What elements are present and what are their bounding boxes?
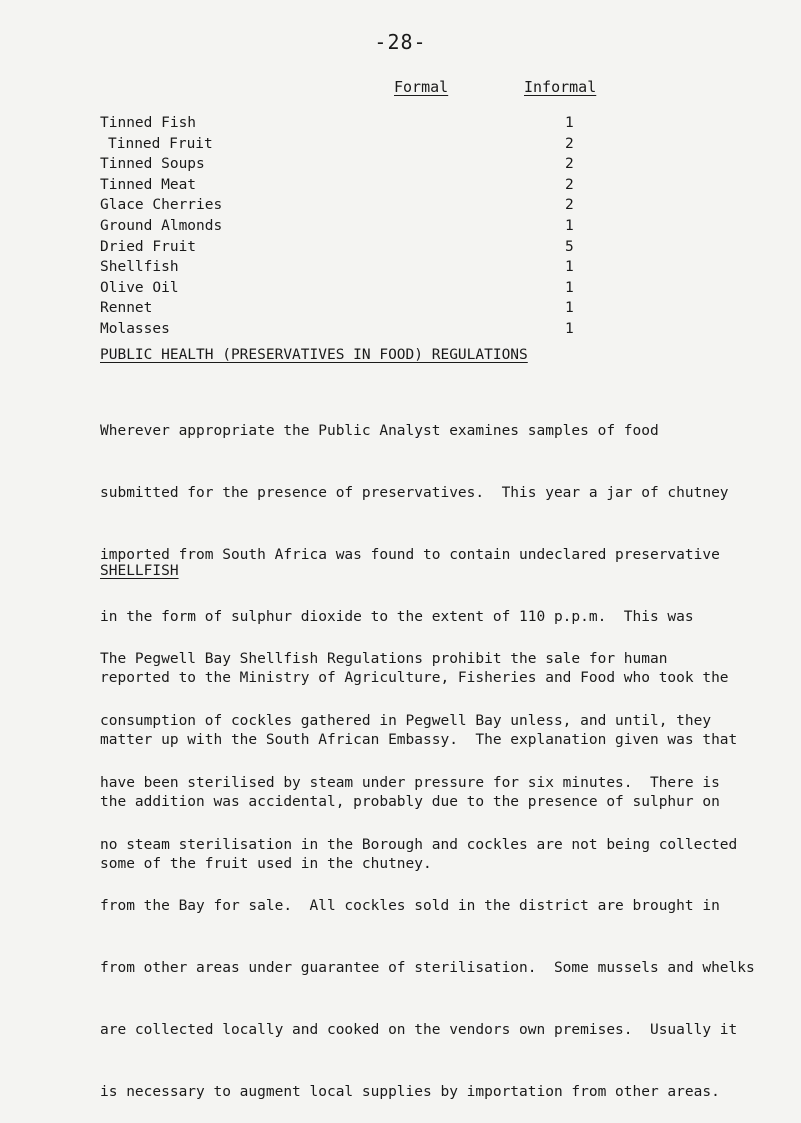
item-name: Dried Fruit [100, 238, 197, 255]
informal-count: 1 [565, 259, 574, 276]
item-name: Molasses [100, 320, 170, 337]
paragraph-line: is necessary to augment local supplies by importation from other areas. [100, 1083, 720, 1100]
informal-count: 1 [565, 115, 574, 131]
item-name: Tinned Meat [100, 176, 197, 193]
informal-count: 5 [565, 238, 574, 255]
table-row [100, 257, 600, 278]
section-heading-shellfish: SHELLFISH [100, 563, 179, 579]
table-row [100, 216, 600, 237]
paragraph-line: reported to the Ministry of Agriculture, Fisheries and Food who took the [100, 670, 729, 687]
paragraph-line: from the Bay for sale. All cockles sold in the district are brought in [100, 898, 720, 915]
table-row [100, 195, 600, 216]
informal-count: 1 [565, 320, 574, 337]
informal-count: 2 [565, 135, 574, 152]
informal-count: 1 [565, 279, 574, 296]
paragraph-line: have been sterilised by steam under pressure for six minutes. There is [100, 774, 720, 791]
item-name: Glace Cherries [100, 197, 223, 214]
column-header-informal: Informal [524, 78, 597, 96]
section-heading-preservatives: PUBLIC HEALTH (PRESERVATIVES IN FOOD) REGULATIONS [100, 347, 528, 363]
item-name: Rennet [100, 300, 153, 317]
paragraph-line: The Pegwell Bay Shellfish Regulations prohibit the sale for human [100, 651, 668, 668]
paragraph-line: are collected locally and cooked on the vendors own premises. Usually it [100, 1021, 738, 1038]
table-row [100, 113, 600, 134]
column-header-formal: Formal [394, 78, 449, 96]
paragraph-line: from other areas under guarantee of sterilisation. Some mussels and whelks [100, 960, 755, 977]
paragraph-line: the addition was accidental, probably due to the presence of sulphur on [100, 793, 720, 810]
item-name: Olive Oil [100, 279, 179, 296]
paragraph-line: Wherever appropriate the Public Analyst examines samples of food [100, 423, 659, 440]
paragraph-line: imported from South Africa was found to contain undeclared preservative [100, 546, 720, 563]
item-name: Ground Almonds [100, 217, 223, 234]
table-row [100, 237, 600, 258]
samples-table [100, 113, 600, 340]
informal-count: 1 [565, 217, 574, 234]
table-row [100, 319, 600, 340]
paragraph-shellfish [100, 608, 790, 1123]
paragraph-line: consumption of cockles gathered in Pegwell Bay unless, and until, they [100, 712, 712, 729]
item-name: Tinned Fruit [108, 135, 213, 152]
paragraph-line: no steam sterilisation in the Borough and cockles are not being collected [100, 836, 738, 853]
page-number: -28- [374, 30, 427, 54]
item-name: Tinned Soups [100, 156, 205, 173]
informal-count: 1 [565, 300, 574, 317]
table-row [100, 278, 600, 299]
informal-count: 2 [565, 197, 574, 214]
paragraph-line: submitted for the presence of preservatives. This year a jar of chutney [100, 484, 729, 501]
table-row [100, 134, 600, 155]
item-name: Tinned Fish [100, 115, 197, 131]
informal-count: 2 [565, 176, 574, 193]
table-row [100, 175, 600, 196]
informal-count: 2 [565, 156, 574, 173]
paragraph-line: some of the fruit used in the chutney. [100, 855, 432, 872]
paragraph-line: in the form of sulphur dioxide to the extent of 110 p.p.m. This was [100, 608, 694, 625]
paragraph-line: matter up with the South African Embassy. The explanation given was that [100, 732, 738, 749]
table-row [100, 154, 600, 175]
item-name: Shellfish [100, 259, 179, 276]
table-row [100, 298, 600, 319]
